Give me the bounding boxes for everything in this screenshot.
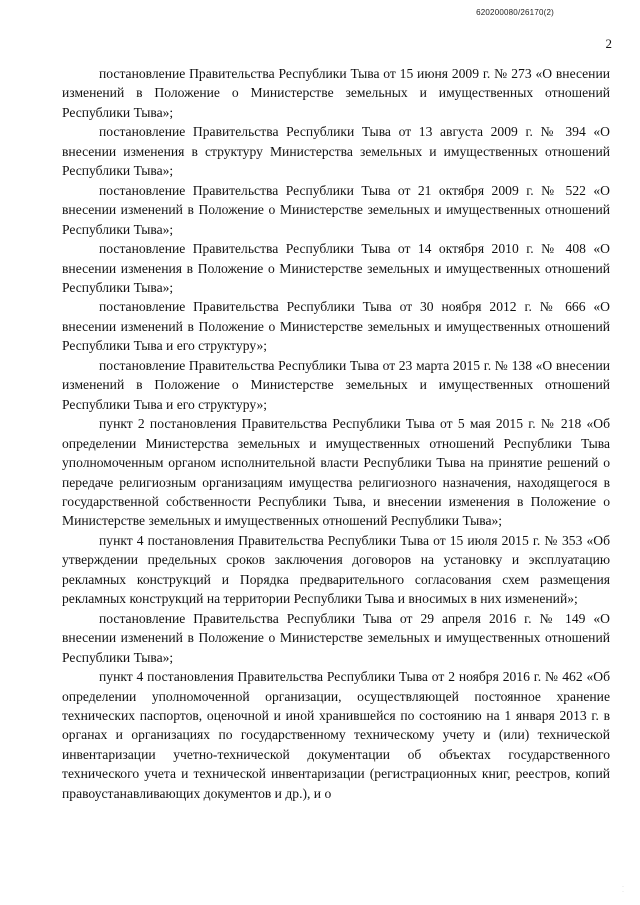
paragraph-4: постановление Правительства Республики Тыва от 14 октября 2010 г. № 408 «О внесении изменения в Положение о Министерстве земельных и имущественных отношений Республики Тыва»; (62, 241, 610, 295)
scan-edge-mark: · · (622, 884, 624, 895)
document-registration-number: 620200080/26170(2) (476, 8, 554, 17)
paragraph-10: пункт 4 постановления Правительства Республики Тыва от 2 ноября 2016 г. № 462 «Об определении уполномоченной организации, осуществляющей постоянное хранение технических паспортов, оценочной и иной хранившейся по состоянию на 1 января 2013 г. в органах и организациях по государственному техническому учету и (или) технической инвентаризации учетно-технической документации об объектах государственного технического учета и технической инвентаризации (регистрационных книг, реестров, копий правоустанавливающих документов и др.), и о (62, 669, 610, 801)
paragraph-5: постановление Правительства Республики Тыва от 30 ноября 2012 г. № 666 «О внесении изменений в Положение о Министерстве земельных и имущественных отношений Республики Тыва и его структуру»; (62, 299, 610, 354)
page-number: 2 (605, 36, 612, 51)
paragraph-1: постановление Правительства Республики Тыва от 15 июня 2009 г. № 273 «О внесении изменений в Положение о Министерстве земельных и имущественных отношений Республики Тыва»; (62, 66, 610, 120)
paragraph-8: пункт 4 постановления Правительства Республики Тыва от 15 июля 2015 г. № 353 «Об утверждении предельных сроков заключения договоров на установку и эксплуатацию рекламных конструкций и Порядка предварительного согласования схем размещения рекламных конструкций на территории Республики Тыва и вносимых в них изменений»; (62, 532, 610, 607)
paragraph-2: постановление Правительства Республики Тыва от 13 августа 2009 г. № 394 «О внесении изменения в структуру Министерства земельных и имущественных отношений Республики Тыва»; (62, 124, 610, 179)
paragraph-7: пункт 2 постановления Правительства Республики Тыва от 5 мая 2015 г. № 218 «Об определении Министерства земельных и имущественных отношений Республики Тыва уполномоченным органом исполнительной власти Республики Тыва на принятие решений о передаче религиозным организациям имущества религиозного назначения, находящегося в государственной собственности Республики Тыва, и внесении изменения в Положение о Министерстве земельных и имущественных отношений Республики Тыва»; (62, 416, 610, 529)
document-body (62, 64, 610, 803)
paragraph-9: постановление Правительства Республики Тыва от 29 апреля 2016 г. № 149 «О внесении изменений в Положение о Министерстве земельных и имущественных отношений Республики Тыва»; (62, 610, 610, 665)
paragraph-6: постановление Правительства Республики Тыва от 23 марта 2015 г. № 138 «О внесении изменений в Положение о Министерстве земельных и имущественных отношений Республики Тыва и его структуру»; (62, 357, 610, 412)
paragraph-3: постановление Правительства Республики Тыва от 21 октября 2009 г. № 522 «О внесении изменений в Положение о Министерстве земельных и имущественных отношений Республики Тыва»; (62, 182, 610, 237)
